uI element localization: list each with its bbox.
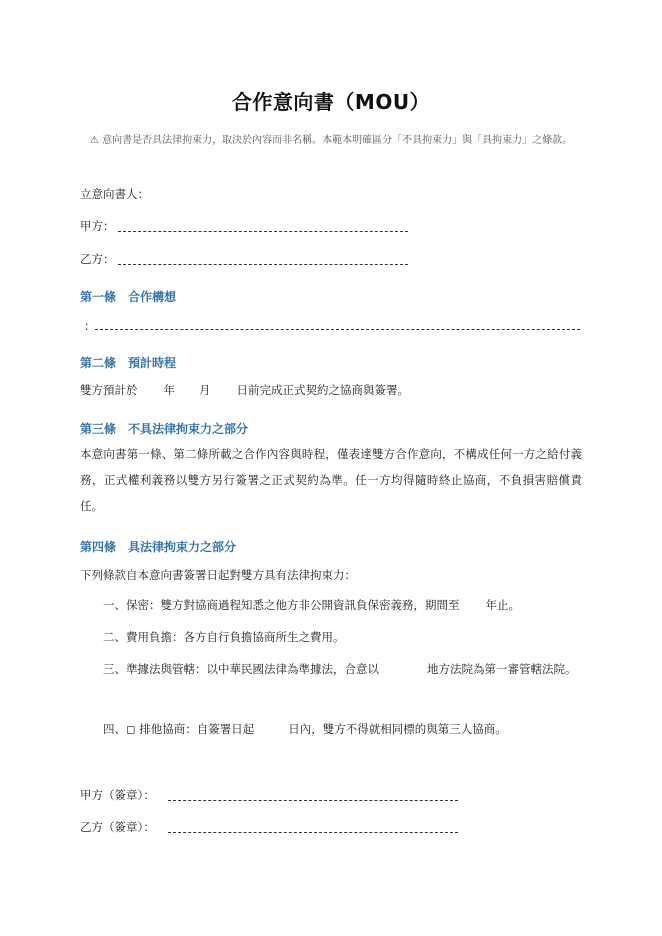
confidentiality-text: 一、保密：雙方對協商過程知悉之他方非公開資訊負保密義務，期間至 (103, 598, 460, 612)
cooperation-concept-blank[interactable] (95, 329, 580, 330)
party-b-signature-blank[interactable] (168, 832, 458, 833)
section-3-body: 本意向書第一條、第二條所載之合作內容與時程，僅表達雙方合作意向，不構成任何一方之給付義務，正式權利義務以雙方另行簽署之正式契約為準。任一方均得隨時終止協商，不負損害賠償責任。 (80, 447, 582, 513)
section-4-intro: 下列條款自本意向書簽署日起對雙方具有法律拘束力： (80, 568, 356, 582)
clause-exclusivity (103, 716, 582, 742)
party-b-blank[interactable] (118, 264, 408, 265)
party-a-signature-blank[interactable] (168, 800, 458, 801)
timeline-text-2: 年 (163, 383, 175, 397)
legal-notice: ⚠ 意向書是否具法律拘束力，取決於內容而非名稱。本範本明確區分「不具拘束力」與「具拘束力」之條款。 (89, 135, 573, 146)
exclusivity-text-end: 日內，雙方不得就相同標的與第三人協商。 (288, 722, 507, 736)
clause-governing-law (103, 656, 582, 682)
governing-law-text-end: 地方法院為第一審管轄法院。 (427, 662, 577, 676)
section-4-heading: 第四條 具法律拘束力之部分 (80, 540, 237, 554)
section-3-heading: 第三條 不具法律拘束力之部分 (80, 422, 249, 436)
party-b-signature-label: 乙方（簽章）： (80, 820, 155, 834)
party-a-blank[interactable] (118, 231, 408, 232)
exclusivity-text: 四、◻ 排他協商：自簽署日起 (103, 722, 255, 736)
governing-law-text: 三、準據法與管轄：以中華民國法律為準據法，合意以 (103, 662, 379, 676)
timeline-text-3: 月 (199, 383, 211, 397)
parties-intro: 立意向書人： (80, 187, 149, 201)
clause-confidentiality (103, 592, 582, 618)
timeline-text-1: 雙方預計於 (80, 383, 138, 397)
timeline-text-4: 日前完成正式契約之協商與簽署。 (236, 383, 409, 397)
clause-expenses: 二、費用負擔：各方自行負擔協商所生之費用。 (103, 630, 345, 644)
section-1-heading: 第一條 合作構想 (80, 290, 177, 304)
document-title: 合作意向書（MOU） (231, 90, 431, 114)
party-a-label: 甲方： (80, 219, 115, 233)
confidentiality-text-end: 年止。 (485, 598, 520, 612)
section-1-prefix: ： (84, 319, 96, 333)
section-2-heading: 第二條 預計時程 (80, 356, 177, 370)
section-2-text (80, 382, 409, 398)
party-a-signature-label: 甲方（簽章）： (80, 788, 155, 802)
party-b-label: 乙方： (80, 252, 115, 266)
